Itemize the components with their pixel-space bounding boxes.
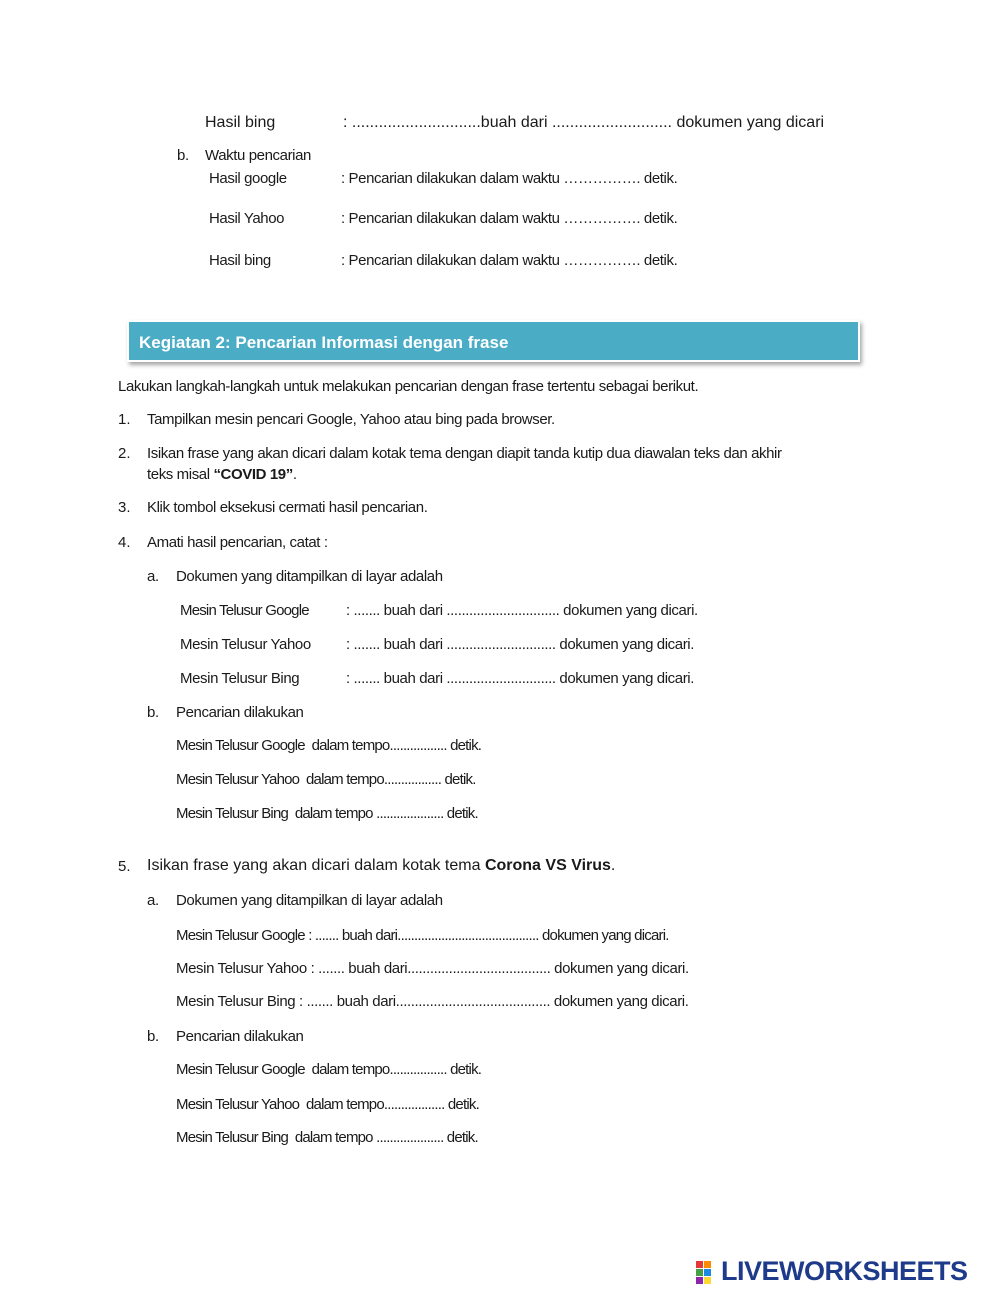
hasil-bing-count: : .............................buah dari ........................... dokumen yang dicari xyxy=(343,114,825,131)
time-row-value: : Pencarian dilakukan dalam waktu ……………. detik. xyxy=(341,170,678,187)
logo-blocks-icon xyxy=(696,1259,718,1285)
tempo-row xyxy=(176,736,481,756)
engine-label: Mesin Telusur Yahoo xyxy=(180,636,311,653)
time-row-label: Hasil bing xyxy=(209,252,271,269)
engine-row xyxy=(176,992,689,1012)
engine-label: Mesin Telusur Bing xyxy=(176,805,289,822)
engine-label: Mesin Telusur Yahoo xyxy=(176,960,307,977)
tempo-value: dalam tempo................. detik. xyxy=(305,771,476,788)
sub-title: Pencarian dilakukan xyxy=(176,704,304,721)
tempo-value: dalam tempo .................... detik. xyxy=(294,805,478,822)
topic-phrase: Corona VS Virus xyxy=(484,857,611,874)
time-row-value: : Pencarian dilakukan dalam waktu ……………. detik. xyxy=(341,252,678,269)
time-row-label: Hasil Yahoo xyxy=(209,210,285,227)
tempo-row xyxy=(176,1128,478,1148)
logo-block xyxy=(704,1269,711,1276)
tempo-value: dalam tempo................. detik. xyxy=(311,1061,482,1078)
step-number: 4. xyxy=(118,534,131,551)
tempo-row xyxy=(176,1095,479,1115)
engine-value: : ....... buah dari...................................... dokumen yang dicari. xyxy=(310,960,689,977)
sub-marker: a. xyxy=(147,892,159,909)
step-text-continued: teks misal “COVID 19”. xyxy=(147,466,297,483)
engine-label: Mesin Telusur Google xyxy=(176,927,305,944)
waktu-marker: b. xyxy=(177,147,189,164)
logo-block xyxy=(696,1269,703,1276)
step-number: 3. xyxy=(118,499,131,516)
step-number: 1. xyxy=(118,411,131,428)
sub-title: Pencarian dilakukan xyxy=(176,1028,304,1045)
tempo-value: dalam tempo .................... detik. xyxy=(294,1129,478,1146)
step-text: Amati hasil pencarian, catat : xyxy=(147,534,328,551)
waktu-title: Waktu pencarian xyxy=(205,147,312,164)
tempo-value: dalam tempo................. detik. xyxy=(311,737,482,754)
tempo-row xyxy=(176,770,476,790)
logo-block xyxy=(696,1277,703,1284)
engine-label: Mesin Telusur Google xyxy=(180,602,309,619)
engine-value: : ....... buah dari ............................. dokumen yang dicari. xyxy=(346,636,694,653)
logo-block xyxy=(704,1261,711,1268)
engine-value: : ....... buah dari.......................................... dokumen yang dicari. xyxy=(308,927,669,944)
sub-title: Dokumen yang ditampilkan di layar adalah xyxy=(176,568,443,585)
example-phrase: “COVID 19” xyxy=(213,466,293,483)
engine-label: Mesin Telusur Bing xyxy=(176,993,296,1010)
hasil-bing-label: Hasil bing xyxy=(205,114,276,131)
sub-marker: a. xyxy=(147,568,159,585)
step-number: 5. xyxy=(118,858,131,875)
sub-marker: b. xyxy=(147,1028,159,1045)
engine-label: Mesin Telusur Yahoo xyxy=(176,771,300,788)
engine-value: : ....... buah dari .............................. dokumen yang dicari. xyxy=(346,602,698,619)
engine-label: Mesin Telusur Bing xyxy=(176,1129,289,1146)
step-text: Klik tombol eksekusi cermati hasil pencarian. xyxy=(147,499,428,516)
step-text: Isikan frase yang akan dicari dalam kotak tema dengan diapit tanda kutip dua diawalan teks dan akhir xyxy=(147,445,782,462)
tempo-row xyxy=(176,804,478,824)
step-text: Isikan frase yang akan dicari dalam kotak tema Corona VS Virus. xyxy=(147,857,616,874)
step-number: 2. xyxy=(118,445,131,462)
section-banner xyxy=(127,320,860,362)
section-title: Kegiatan 2: Pencarian Informasi dengan frase xyxy=(139,333,509,352)
time-row-value: : Pencarian dilakukan dalam waktu ……………. detik. xyxy=(341,210,678,227)
tempo-row xyxy=(176,1060,481,1080)
liveworksheets-logo xyxy=(696,1256,968,1286)
engine-value: : ....... buah dari......................................... dokumen yang dicari. xyxy=(299,993,689,1010)
sub-marker: b. xyxy=(147,704,159,721)
tempo-value: dalam tempo.................. detik. xyxy=(305,1096,479,1113)
engine-label: Mesin Telusur Yahoo xyxy=(176,1096,300,1113)
engine-row xyxy=(176,926,669,946)
logo-block xyxy=(696,1261,703,1268)
time-row-label: Hasil google xyxy=(209,170,287,187)
engine-value: : ....... buah dari ............................. dokumen yang dicari. xyxy=(346,670,694,687)
engine-label: Mesin Telusur Google xyxy=(176,1061,305,1078)
logo-text: LIVEWORKSHEETS xyxy=(721,1256,968,1286)
engine-label: Mesin Telusur Google xyxy=(176,737,305,754)
engine-row xyxy=(176,959,689,979)
engine-label: Mesin Telusur Bing xyxy=(180,670,300,687)
section-intro: Lakukan langkah-langkah untuk melakukan pencarian dengan frase tertentu sebagai berikut. xyxy=(118,378,699,395)
logo-block xyxy=(704,1277,711,1284)
sub-title: Dokumen yang ditampilkan di layar adalah xyxy=(176,892,443,909)
step-text: Tampilkan mesin pencari Google, Yahoo atau bing pada browser. xyxy=(147,411,555,428)
